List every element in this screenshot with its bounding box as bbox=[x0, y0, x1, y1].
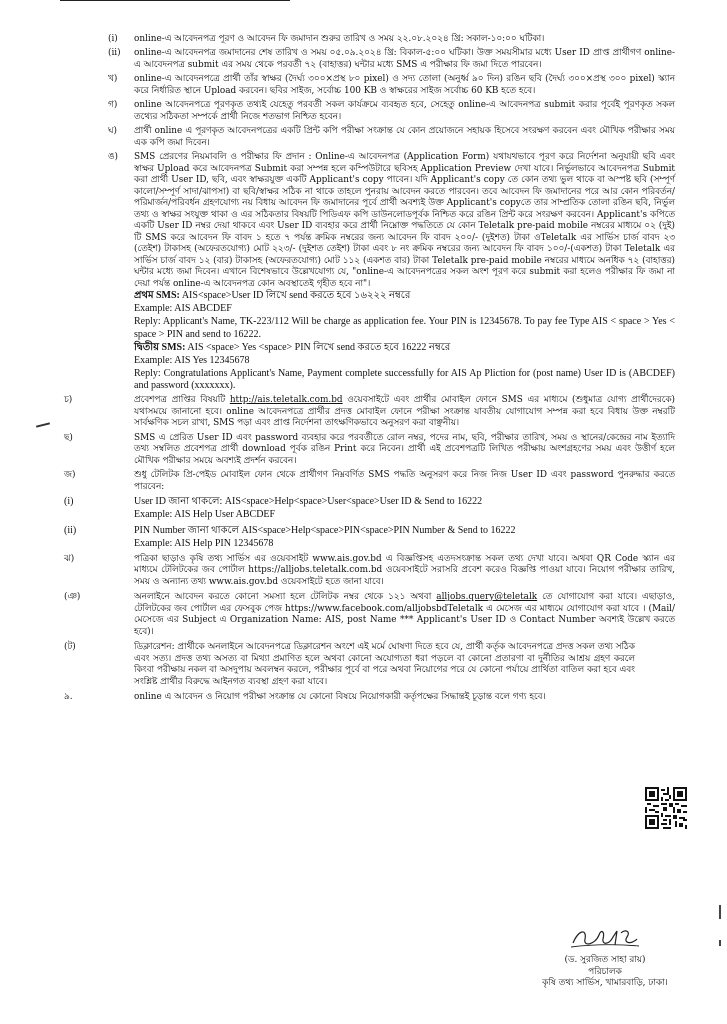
support-email-link[interactable]: alljobs.query@teletalk bbox=[436, 592, 538, 603]
recover-line: PIN Number জানা থাকলে AIS<space>Help<space>PIN<space>PIN Number & Send to 16222 bbox=[134, 524, 516, 536]
item-marker: (ঞ) bbox=[64, 592, 81, 603]
qr-code-icon[interactable] bbox=[645, 787, 687, 829]
item-marker: গ) bbox=[108, 100, 118, 111]
sms-first-example: Example: AIS ABCDEF bbox=[134, 303, 232, 315]
signatory-name: (ড. সুরজিত সাহা রায়) bbox=[564, 955, 646, 966]
sms-second-example: Example: AIS Yes 12345678 bbox=[134, 354, 250, 366]
item-text: online আবেদনপত্রে পূরণকৃত তথ্যই যেহেতু পরবর্তী সকল কার্যক্রমে ব্যবহৃত হবে, সেহেতু online-এ আবেদনপত্র submit করার পূর্বেই পূরণকৃত সকল তথ্যের সঠিকতা সম্পর্কে প্রার্থী নিজে শতভাগ নিশ্চিত হবেন। bbox=[134, 100, 675, 122]
recover-example: Example: AIS Help PIN 12345678 bbox=[134, 537, 274, 549]
item-ja bbox=[64, 470, 675, 493]
signatory-title: পরিচালক bbox=[588, 966, 622, 977]
item-text-part: তে যোগাযোগ করা যাবে। এছাড়াও, টেলিটকের জব পোর্টাল এর ফেসবুক পেজ https://www.facebook.com/alljobsbdTeletalk এ মেসেজ এর মাধ্যমে যোগাযোগ করা যাবে । (Mail/মেসেজে এর Subject এ Organization Name: AIS, post Name *** Applicant's User ID ও Contact Number অবশ্যই উল্লেখ করতে হবে)। bbox=[134, 592, 676, 637]
sms-second-reply: Reply: Congratulations Applicant's Name, Payment complete successfully for AIS Ap Pliction for (post name) User ID is (ABCDEF) and password (xxxxxxx). bbox=[134, 367, 675, 392]
sms-second-label: দ্বিতীয় SMS: bbox=[134, 341, 186, 353]
item-cha bbox=[64, 395, 676, 429]
item-nine bbox=[64, 692, 675, 703]
sms-first-reply: Reply: Applicant's Name, TK-223/112 Will be charge as application fee. Your PIN is 12345678. To pay fee Type AIS < space > Yes < space > PIN and send to 16222. bbox=[134, 315, 675, 340]
item-uma bbox=[108, 152, 675, 290]
item-text: online এ আবেদন ও নিয়োগ পরীক্ষা সংক্রান্ত যে কোনো বিষয়ে নিয়োগকারী কর্তৃপক্ষের সিদ্ধান্তই চূড়ান্ত বলে গণ্য হবে। bbox=[134, 692, 546, 703]
item-text: পত্রিকা ছাড়াও কৃষি তথ্য সার্ভিস এর ওয়েবসাইট www.ais.gov.bd এ বিজ্ঞপ্তিসহ এতদসংক্রান্ত সকল তথ্য দেখা যাবে। অথবা QR Code স্ক্যান এর মাধ্যমে টেলিটকের জব পোর্টাল https://alljobs.teletalk.com.bd ওয়েবসাইটে সরাসরি প্রবেশ করেও বিজ্ঞপ্তি পাওয়া যাবে। নিয়োগ পরীক্ষার তারিখ, সময় ও অন্যান্য তথ্য www.ais.gov.bd ওয়েবসাইটে হতে জানা যাবে। bbox=[134, 553, 675, 587]
item-marker: চ) bbox=[64, 395, 73, 406]
item-text: ডিক্লারেশন: প্রার্থীকে অনলাইনে আবেদনপত্রে ডিক্লারেশন অংশে এই মর্মে ঘোষণা দিতে হবে যে, প্রার্থী কর্তৃক আবেদনপত্রে প্রদত্ত সকল তথ্য সঠিক এবং সত্য। প্রদত্ত তথ্য অসত্য বা মিথ্যা প্রমাণিত হলে অথবা কোনো অযোগ্যতা ধরা পড়লে বা কোনো প্রতারণা বা দুর্নীতির আশ্রয় গ্রহণ করলে কিংবা পরীক্ষায় নকল বা অসদুপায় অবলম্বন করলে, পরীক্ষার পূর্বে বা পরে অথবা নিয়োগের পরে যে কোনো পর্যায়ে প্রার্থিতা বাতিল করা হবে এবং সংশ্লিষ্ট প্রার্থীর বিরুদ্ধে আইনগত ব্যবস্থা গ্রহণ করা যাবে। bbox=[134, 642, 635, 687]
item-chha bbox=[64, 432, 675, 467]
admit-card-link[interactable]: http://ais.teletalk.com.bd bbox=[229, 395, 343, 406]
item-marker: ৯. bbox=[64, 692, 73, 703]
sms-instructions bbox=[134, 290, 675, 393]
sms-second-line bbox=[134, 342, 675, 355]
item-text-part: প্রবেশপত্র প্রাপ্তির বিষয়টি bbox=[134, 395, 230, 406]
item-marker: ঝ) bbox=[64, 553, 75, 564]
sms-first-text: AIS<space>User ID লিখে send করতে হবে ১৬২২২ নম্বরে bbox=[179, 290, 411, 302]
item-jha bbox=[64, 553, 675, 588]
recover-pin bbox=[64, 524, 675, 551]
item-text bbox=[134, 395, 675, 429]
item-marker: খ) bbox=[108, 74, 118, 85]
item-gha bbox=[108, 126, 675, 149]
item-kha bbox=[108, 74, 675, 97]
item-marker: (ii) bbox=[108, 48, 121, 59]
item-i bbox=[108, 34, 675, 45]
item-text: প্রার্থী online এ পূরণকৃত আবেদনপত্রের একটি প্রিন্ট কপি পরীক্ষা সংক্রান্ত যে কোন প্রয়োজনে সহায়ক হিসেবে সংরক্ষণ করবেন এবং মৌখিক পরীক্ষার সময় এক কপি জমা দিবেন। bbox=[134, 126, 675, 148]
item-marker: (i) bbox=[108, 34, 118, 44]
item-text: শুধু টেলিটক প্রি-পেইড মোবাইল ফোন থেকে প্রার্থীগণ নিম্নবর্ণিত SMS পদ্ধতি অনুসরণ করে নিজ নিজ User ID এবং password পুনরুদ্ধার করতে পারবেন: bbox=[134, 470, 675, 492]
item-text-part: অনলাইনে আবেদন করতে কোনো সমস্যা হলে টেলিটক নম্বর থেকে ১২১ অথবা bbox=[134, 592, 437, 603]
recover-user-id bbox=[64, 496, 675, 522]
item-text bbox=[134, 592, 675, 638]
item-marker: জ) bbox=[64, 470, 76, 481]
right-edge-mark bbox=[719, 905, 721, 919]
item-text: online-এ আবেদনপত্রে প্রার্থী তাঁর স্বাক্ষর (দৈর্ঘ্য ৩০০×প্রস্থ ৮০ pixel) ও সদ্য তোলা (অনুর্ধ্ব ৯০ দিন) রঙিন ছবি (দৈর্ঘ্য ৩০০×প্রস্থ ৩০০ pixel) স্ক্যান করে নির্ধারিত স্থানে Upload করবেন। ছবির সাইজ, সর্বোচ্চ 100 KB ও স্বাক্ষরের সাইজ সর্বোচ্চ 60 KB হতে হবে। bbox=[134, 74, 675, 96]
sms-first-line bbox=[134, 290, 675, 303]
item-text: SMS প্রেরণের নিয়মাবলি ও পরীক্ষার ফি প্রদান : Online-এ আবেদনপত্র (Application Form) যথাযথভাবে পূরণ করে নির্দেশনা অনুযায়ী ছবি এবং স্বাক্ষর Upload করে আবেদনপত্র Submit করা সম্পন্ন হলে কম্পিউটারে ছবিসহ Application Preview দেখা যাবে। নির্ভুলভাবে আবেদনপত্র Submit করা প্রার্থী User ID, ছবি, এবং স্বাক্ষরযুক্ত একটি Applicant's copy পাবেন। যদি Applicant's copy তে কোন তথ্য ভুল থাকে বা অস্পষ্ট ছবি (সম্পূর্ণ কালো/সম্পূর্ণ সাদা/ঝাপসা) বা ছবি/স্বাক্ষর সঠিক না থাকে তাহলে পুনরায় আবেদন করতে পারবেন। তবে আবেদন ফি জমাদানের পরে আর কোন পরিবর্তন/পরিমার্জন/পরিবর্ধন গ্রহণযোগ্য নয় বিধায় আবেদন ফি জমাদানের পূর্বে প্রার্থী অবশ্যই উক্ত Applicant's copyতে তার সাম্প্রতিক তোলা রঙিন ছবি, নির্ভুল তথ্য ও স্বাক্ষর সংযুক্ত থাকা ও এর সঠিকতার বিষয়টি পিডিএফ কপি ডাউনলোডপূর্বক নিশ্চিত করে রঙিন প্রিন্ট করে সংরক্ষণ করবেন। Applicant's কপিতে একটি User ID নম্বর দেয়া থাকবে এবং User ID ব্যবহার করে প্রার্থী নিম্নোক্ত পদ্ধতিতে যে কোন Teletalk pre-paid mobile নম্বরের মাধ্যমে ০২ (দুই) টি SMS করে আবেদন ফি বাবদ ১ হতে ৭ পর্যন্ত ক্রমিক নম্বরের জন্য আবেদন ফি বাবদ ২০০/- (দুইশত) টাকা ওTeletalk এর সার্ভিস চার্জ বাবদ ২৩ (তেইশ) টাকাসহ (অফেরতযোগ্য) মোট ২২৩/- (দুইশত তেইশ) টাকা এবং ৮ নং ক্রমিক নম্বরের জন্য আবেদন ফি বাবদ ১০০/-(একশত) টাকা Teletalk এর সার্ভিস চার্জ বাবদ ১২ (বার) টাকাসহ (অফেরতযোগ্য) মোট ১১২ (একশত বার) টাকা Teletalk pre-paid mobile নম্বরের মাধ্যমে অনধিক ৭২ (বাহাত্তর) ঘন্টার মধ্যে জমা দিবেন। এখানে বিশেষভাবে উল্লেখযোগ্য যে, "online-এ আবেদনপত্রের সকল অংশ পূরণ করে submit করা হলেও পরীক্ষার ফি জমা না দেয়া পর্যন্ত online-এ আবেদনপত্র কোন অবস্থাতেই গৃহীত হবে না"। bbox=[134, 152, 675, 289]
sms-first-label: প্রথম SMS: bbox=[134, 290, 180, 302]
item-ta bbox=[64, 642, 635, 688]
notice-body bbox=[0, 34, 727, 704]
item-ga bbox=[108, 100, 675, 123]
sms-second-text: AIS <space> Yes <space> PIN লিখে send করতে হবে 16222 নম্বরে bbox=[185, 341, 451, 353]
item-text: online-এ আবেদনপত্র পূরণ ও আবেদন ফি জমাদান শুরুর তারিখ ও সময় ২২.০৮.২০২৪ খ্রি: সকাল-১০:০০ ঘটিকা। bbox=[134, 34, 545, 44]
signature-mark bbox=[565, 925, 645, 951]
item-marker: ঙ) bbox=[108, 152, 118, 163]
item-marker: (i) bbox=[64, 496, 74, 508]
item-text: SMS এ প্রেরিত User ID এবং password ব্যবহার করে পরবর্তীতে রোল নম্বর, পদের নাম, ছবি, পরীক্ষার তারিখ, সময় ও স্থানের/কেন্দ্রের নাম ইত্যাদি তথ্য সম্বলিত প্রবেশপত্র প্রার্থী download পূর্বক রঙিন Print করে নিবেন। প্রার্থী এই প্রবেশপত্রটি লিখিত পরীক্ষায় অংশগ্রহণের সময় এবং উত্তীর্ণ হলে মৌখিক পরীক্ষার সময়ে অবশ্যই প্রদর্শন করবেন। bbox=[134, 432, 675, 466]
right-edge-mark bbox=[719, 940, 721, 946]
item-marker: (ট) bbox=[64, 642, 76, 653]
item-text-part: ওয়েবসাইটে এবং প্রার্থীর মোবাইল ফোনে SMS এর মাধ্যমে (শুধুমাত্র যোগ্য প্রার্থীদেরকে) যথাসময়ে জানানো হবে। online আবেদনপত্রে প্রার্থীর প্রদত্ত মোবাইল ফোনে পরীক্ষা সংক্রান্ত যাবতীয় যোগাযোগ সম্পন্ন করা হবে বিধায় উক্ত নম্বরটি সার্বক্ষণিক সচল রাখা, SMS পড়া এবং প্রাপ্ত নির্দেশনা তাৎক্ষণিকভাবে অনুসরণ করা বাঞ্ছনীয়। bbox=[134, 395, 676, 429]
item-text: online-এ আবেদনপত্র জমাদানের শেষ তারিখ ও সময় ০৫.০৯.২০২৪ খ্রি: বিকাল-৫:০০ ঘটিকা। উক্ত সময়সীমার মধ্যে User ID প্রাপ্ত প্রার্থীগণ online-এ আবেদনপত্র submit এর সময় থেকে পরবর্তী ৭২ (বাহাত্তর) ঘন্টার মধ্যে SMS এ পরীক্ষার ফি জমা দিতে পারবেন। bbox=[134, 48, 675, 70]
item-marker: ছ) bbox=[64, 432, 73, 443]
top-rule bbox=[60, 0, 290, 1]
recover-example: Example: AIS Help User ABCDEF bbox=[134, 509, 276, 521]
item-ii bbox=[108, 48, 675, 71]
item-marker: (ii) bbox=[64, 524, 77, 536]
item-nya bbox=[64, 592, 676, 638]
signatory-office: কৃষি তথ্য সার্ভিস, খামারবাড়ি, ঢাকা। bbox=[542, 978, 668, 989]
recover-line: User ID জানা থাকলে: AIS<space>Help<space>User<space>User ID & Send to 16222 bbox=[134, 496, 483, 508]
signature-block bbox=[525, 925, 685, 990]
item-marker: ঘ) bbox=[108, 126, 117, 137]
